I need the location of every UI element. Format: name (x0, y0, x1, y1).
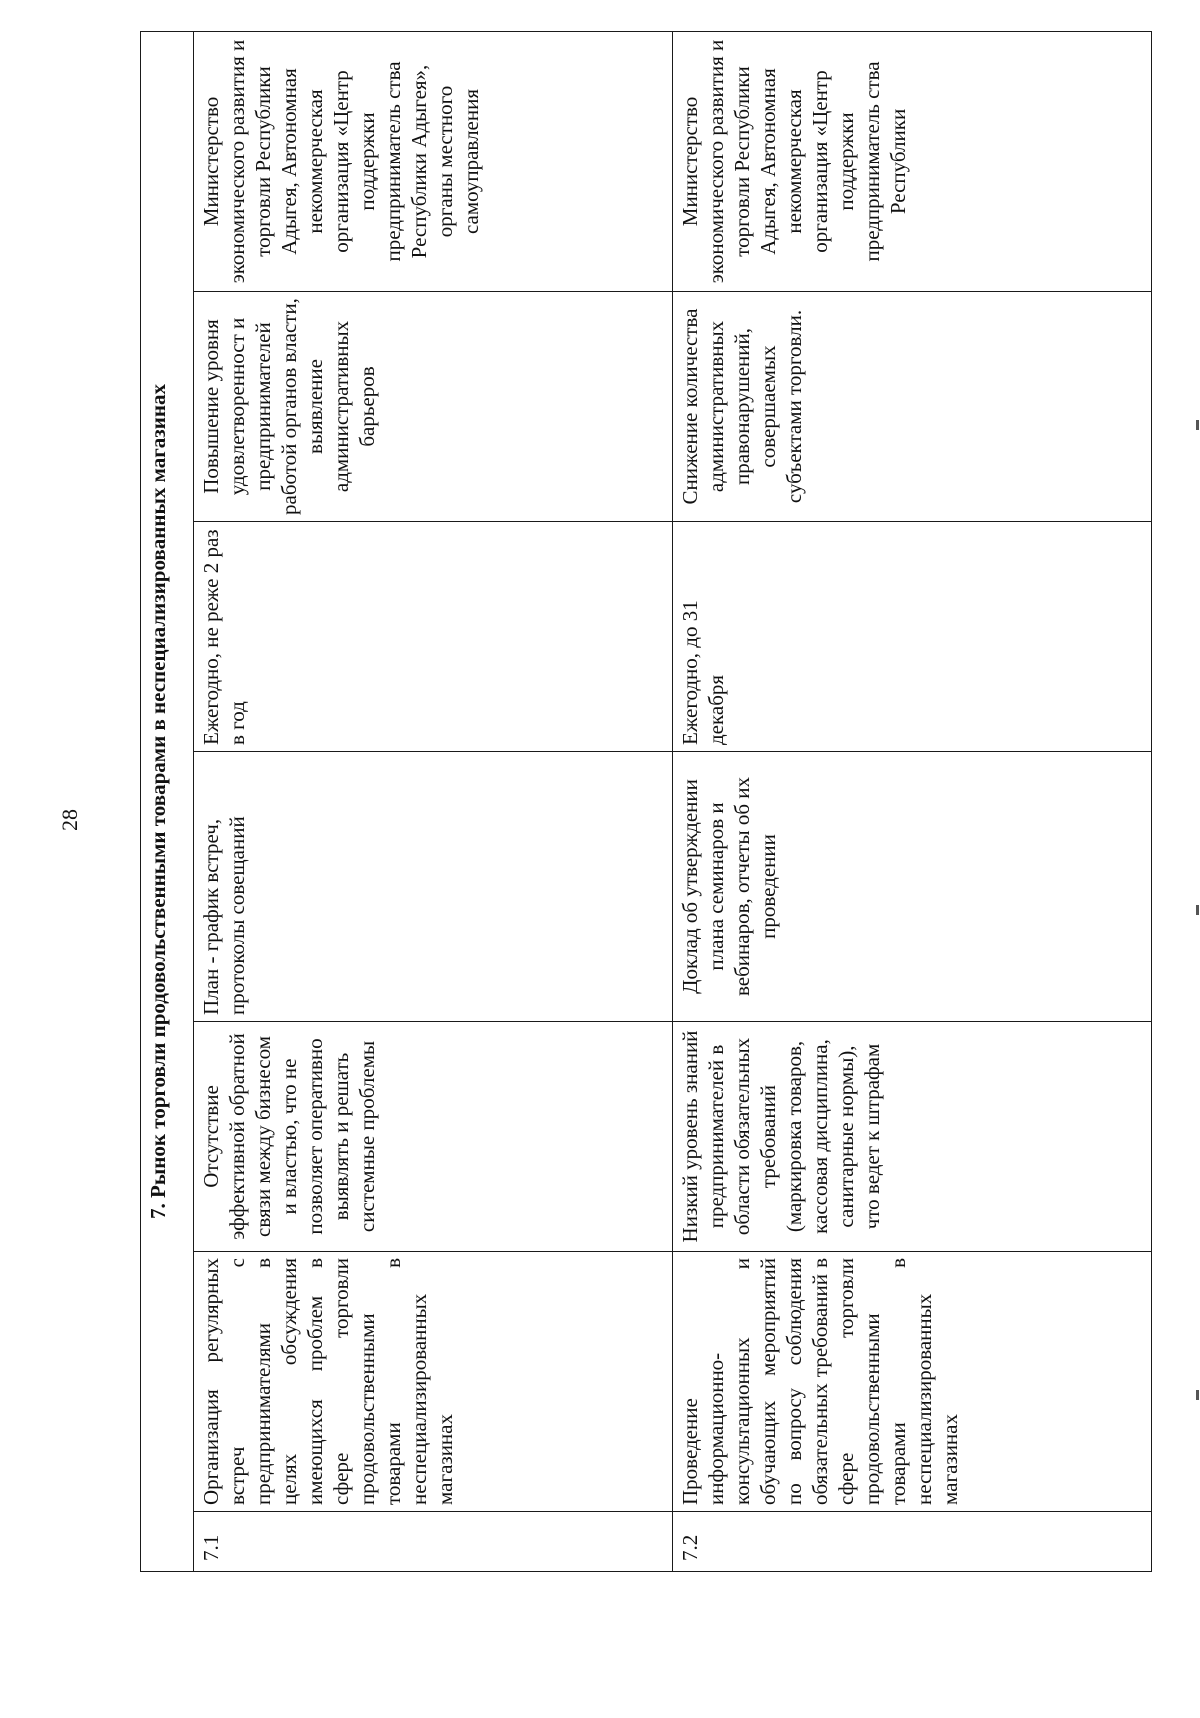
document-cell: План - график встреч, протоколы совещаний (194, 752, 673, 1022)
measure-cell: Организация регулярных встреч с предпринимателями в целях обсуждения имеющихся проблем в сфере торговли продовольственными товарами в неспециализированных магазинах (194, 1252, 673, 1512)
term-cell: Ежегодно, до 31 декабря (673, 522, 1152, 752)
result-cell: Повышение уровня удовлетворенност и предпринимателей работой органов власти, выявление административных барьеров (194, 292, 673, 522)
problem-cell: Отсутствие эффективной обратной связи между бизнесом и властью, что не позволяет оперативно выявлять и решать системные проблемы (194, 1022, 673, 1252)
section-header-row (141, 31, 194, 1571)
table-row (673, 31, 1152, 1571)
responsible-cell: Министерство экономического развития и торговли Республики Адыгея, Автономная некоммерческая организация «Центр поддержки предприниматель ства Республики Адыгея», органы местного самоуправления (194, 31, 673, 291)
measure-cell: Проведение информационно-консультационных и обучающих мероприятий по вопросу соблюдения обязательных требований в сфере торговли продовольственными товарами в неспециализированных магазинах (673, 1252, 1152, 1512)
scan-mark (1196, 1390, 1199, 1400)
section-title: 7. Рынок торговли продовольственными товарами в неспециализированных магазинах (141, 31, 194, 1571)
document-cell: Доклад об утверждении плана семинаров и вебинаров, отчеты об их проведении (673, 752, 1152, 1022)
table-row (194, 31, 673, 1571)
table-sheet (140, 32, 1160, 1572)
page-number: 28 (57, 809, 82, 831)
result-cell: Снижение количества административных правонарушений, совершаемых субъектами торговли. (673, 292, 1152, 522)
term-cell: Ежегодно, не реже 2 раз в год (194, 522, 673, 752)
measures-table (140, 31, 1152, 1572)
row-number: 7.2 (673, 1512, 1152, 1572)
scan-mark (1196, 905, 1199, 915)
scan-mark (1196, 420, 1199, 430)
responsible-cell: Министерство экономического развития и торговли Республики Адыгея, Автономная некоммерческая организация «Центр поддержки предприниматель ства Республики (673, 31, 1152, 291)
rotated-table-area (140, 32, 1160, 1572)
row-number: 7.1 (194, 1512, 673, 1572)
problem-cell: Низкий уровень знаний предпринимателей в области обязательных требований (маркировка товаров, кассовая дисциплина, санитарные нормы), что ведет к штрафам (673, 1022, 1152, 1252)
